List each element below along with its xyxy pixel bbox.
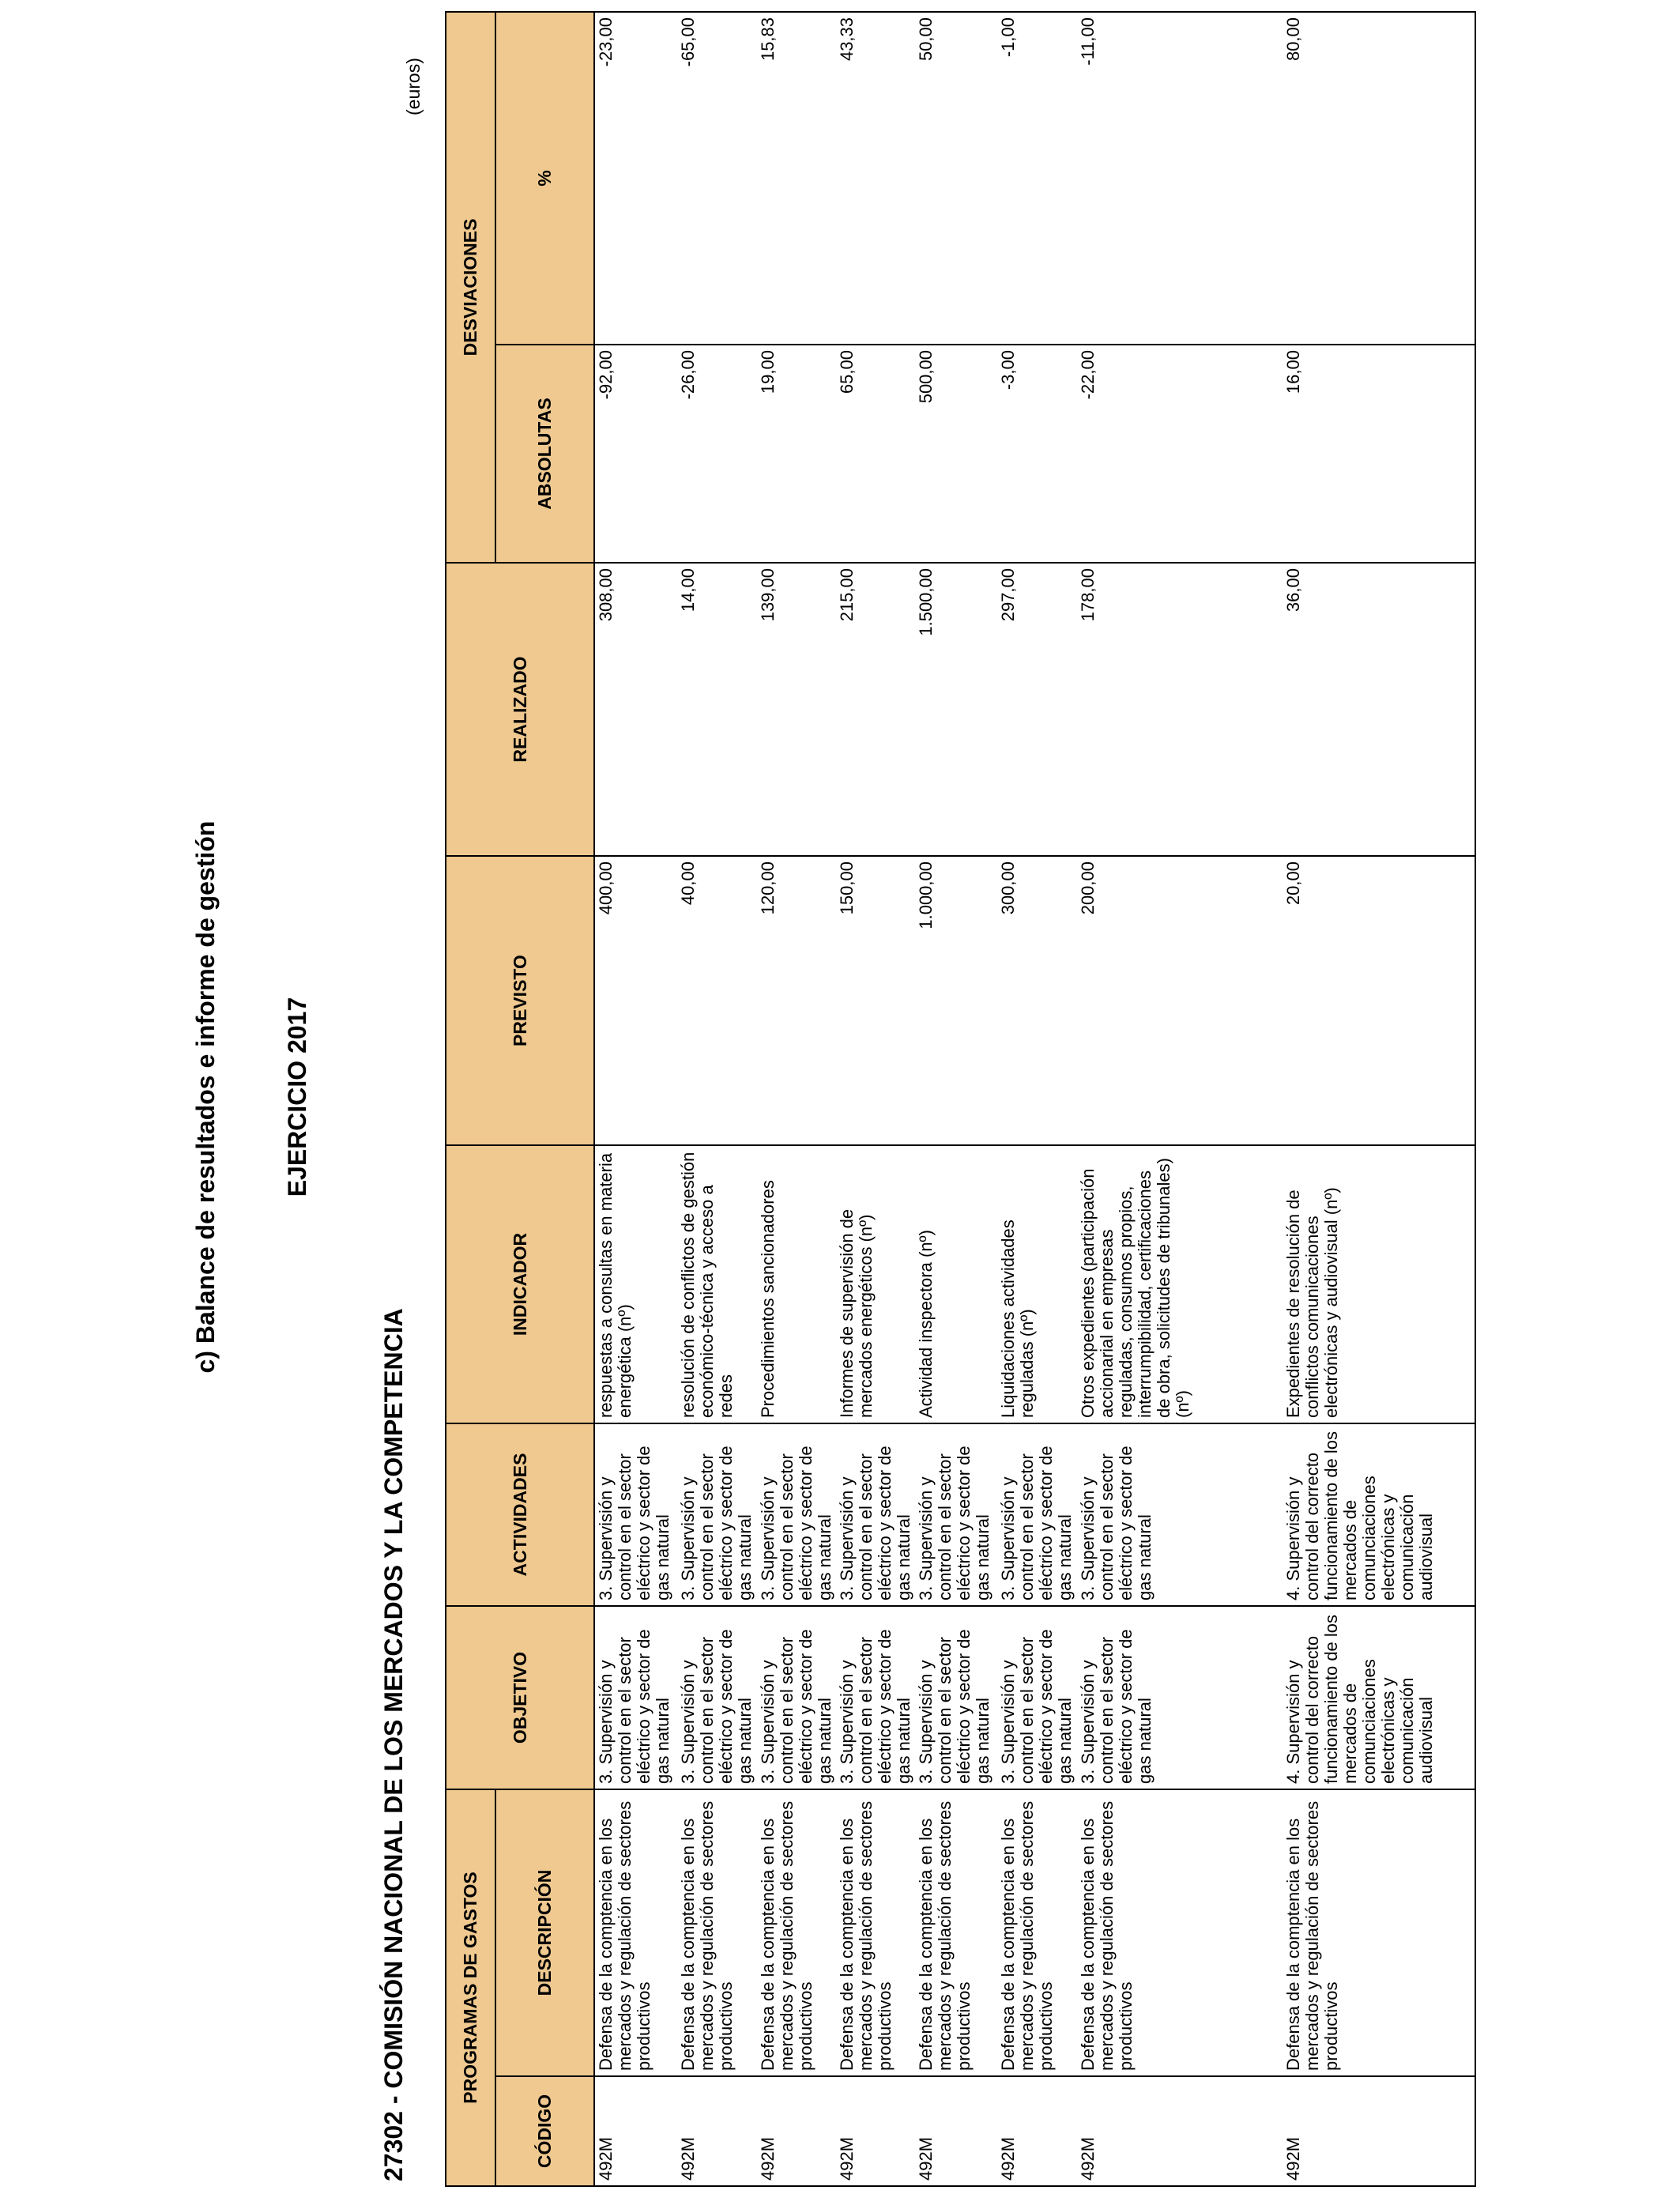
cell-absolutas: -26,00 [677,345,756,563]
cell-codigo: 492M [1283,2076,1475,2186]
organization-title: 27302 - COMISIÓN NACIONAL DE LOS MERCADOS Y LA COMPETENCIA [379,1308,408,2181]
cell-objetivo: 3. Supervisión y control en el sector eléctrico y sector de gas natural [757,1606,836,1789]
cell-codigo: 492M [997,2076,1076,2186]
cell-porcentaje: 15,83 [757,12,836,345]
table-row [915,12,997,2186]
cell-realizado: 139,00 [757,563,836,856]
cell-previsto: 120,00 [757,856,836,1145]
cell-absolutas: -92,00 [594,345,677,563]
cell-realizado: 215,00 [836,563,915,856]
cell-descripcion: Defensa de la comptencia en los mercados y regulación de sectores productivos [1077,1789,1283,2076]
cell-objetivo: 3. Supervisión y control en el sector eléctrico y sector de gas natural [915,1606,997,1789]
cell-indicador: respuestas a consultas en materia energética (nº) [594,1145,677,1423]
cell-codigo: 492M [677,2076,756,2186]
cell-porcentaje: 80,00 [1283,12,1475,345]
header-descripcion: DESCRIPCIÓN [495,1789,594,2076]
header-porcentaje: % [495,12,594,345]
header-absolutas: ABSOLUTAS [495,345,594,563]
cell-actividades: 3. Supervisión y control en el sector eléctrico y sector de gas natural [836,1423,915,1606]
cell-objetivo: 3. Supervisión y control en el sector eléctrico y sector de gas natural [1077,1606,1283,1789]
cell-absolutas: 19,00 [757,345,836,563]
cell-actividades: 3. Supervisión y control en el sector eléctrico y sector de gas natural [915,1423,997,1606]
cell-indicador: Informes de supervisión de mercados energéticos (nº) [836,1145,915,1423]
cell-realizado: 178,00 [1077,563,1283,856]
cell-previsto: 20,00 [1283,856,1475,1145]
section-title: c) Balance de resultados e informe de gestión [191,820,220,1374]
cell-previsto: 1.000,00 [915,856,997,1145]
cell-realizado: 36,00 [1283,563,1475,856]
cell-realizado: 297,00 [997,563,1076,856]
cell-realizado: 1.500,00 [915,563,997,856]
cell-descripcion: Defensa de la comptencia en los mercados y regulación de sectores productivos [836,1789,915,2076]
cell-descripcion: Defensa de la comptencia en los mercados y regulación de sectores productivos [915,1789,997,2076]
cell-absolutas: -3,00 [997,345,1076,563]
header-actividades: ACTIVIDADES [446,1423,594,1606]
cell-actividades: 3. Supervisión y control en el sector eléctrico y sector de gas natural [1077,1423,1283,1606]
cell-objetivo: 3. Supervisión y control en el sector eléctrico y sector de gas natural [836,1606,915,1789]
header-indicador: INDICADOR [446,1145,594,1423]
cell-absolutas: -22,00 [1077,345,1283,563]
cell-descripcion: Defensa de la comptencia en los mercados y regulación de sectores productivos [997,1789,1076,2076]
cell-previsto: 300,00 [997,856,1076,1145]
cell-indicador: Actividad inspectora (nº) [915,1145,997,1423]
table-row [757,12,836,2186]
cell-codigo: 492M [757,2076,836,2186]
cell-indicador: Otros expedientes (participación accionarial en empresas reguladas, consumos propios, interrumpibilidad, certificaciones de obra, solicitudes de tribunales) (nº) [1077,1145,1283,1423]
table-row [677,12,756,2186]
cell-actividades: 3. Supervisión y control en el sector eléctrico y sector de gas natural [997,1423,1076,1606]
cell-porcentaje: 43,33 [836,12,915,345]
table-row [1077,12,1283,2186]
header-realizado: REALIZADO [446,563,594,856]
cell-previsto: 200,00 [1077,856,1283,1145]
results-table [445,11,1476,2187]
cell-actividades: 3. Supervisión y control en el sector eléctrico y sector de gas natural [757,1423,836,1606]
header-desviaciones: DESVIACIONES [446,12,495,563]
cell-objetivo: 3. Supervisión y control en el sector eléctrico y sector de gas natural [677,1606,756,1789]
cell-porcentaje: -23,00 [594,12,677,345]
cell-descripcion: Defensa de la comptencia en los mercados y regulación de sectores productivos [1283,1789,1475,2076]
table-row [836,12,915,2186]
exercise-title: EJERCICIO 2017 [283,997,311,1197]
cell-codigo: 492M [836,2076,915,2186]
cell-absolutas: 16,00 [1283,345,1475,563]
table-row [997,12,1076,2186]
cell-realizado: 14,00 [677,563,756,856]
cell-actividades: 3. Supervisión y control en el sector eléctrico y sector de gas natural [677,1423,756,1606]
table-row [594,12,677,2186]
cell-previsto: 400,00 [594,856,677,1145]
cell-porcentaje: -65,00 [677,12,756,345]
header-objetivo: OBJETIVO [446,1606,594,1789]
cell-objetivo: 3. Supervisión y control en el sector eléctrico y sector de gas natural [997,1606,1076,1789]
cell-descripcion: Defensa de la comptencia en los mercados y regulación de sectores productivos [757,1789,836,2076]
cell-objetivo: 4. Supervisión y control del correcto funcionamiento de los mercados de comunciaciones electrónicas y comunicación audiovisual [1283,1606,1475,1789]
cell-absolutas: 65,00 [836,345,915,563]
header-programas-gastos: PROGRAMAS DE GASTOS [446,1789,495,2186]
cell-indicador: Expedientes de resolución de conflictos comunicaciones electrónicas y audiovisual (nº) [1283,1145,1475,1423]
cell-descripcion: Defensa de la comptencia en los mercados y regulación de sectores productivos [594,1789,677,2076]
cell-porcentaje: -1,00 [997,12,1076,345]
cell-indicador: Procedimientos sancionadores [757,1145,836,1423]
table-row [1283,12,1475,2186]
header-previsto: PREVISTO [446,856,594,1145]
cell-previsto: 40,00 [677,856,756,1145]
cell-actividades: 4. Supervisión y control del correcto funcionamiento de los mercados de comunciaciones electrónicas y comunicación audiovisual [1283,1423,1475,1606]
cell-actividades: 3. Supervisión y control en el sector eléctrico y sector de gas natural [594,1423,677,1606]
cell-porcentaje: 50,00 [915,12,997,345]
cell-realizado: 308,00 [594,563,677,856]
cell-codigo: 492M [1077,2076,1283,2186]
cell-codigo: 492M [915,2076,997,2186]
units-label: (euros) [403,58,424,115]
cell-descripcion: Defensa de la comptencia en los mercados y regulación de sectores productivos [677,1789,756,2076]
cell-absolutas: 500,00 [915,345,997,563]
cell-objetivo: 3. Supervisión y control en el sector eléctrico y sector de gas natural [594,1606,677,1789]
cell-porcentaje: -11,00 [1077,12,1283,345]
cell-codigo: 492M [594,2076,677,2186]
cell-previsto: 150,00 [836,856,915,1145]
header-codigo: CÓDIGO [495,2076,594,2186]
cell-indicador: Liquidaciones actividades reguladas (nº) [997,1145,1076,1423]
cell-indicador: resolución de conflictos de gestión económico-técnica y acceso a redes [677,1145,756,1423]
